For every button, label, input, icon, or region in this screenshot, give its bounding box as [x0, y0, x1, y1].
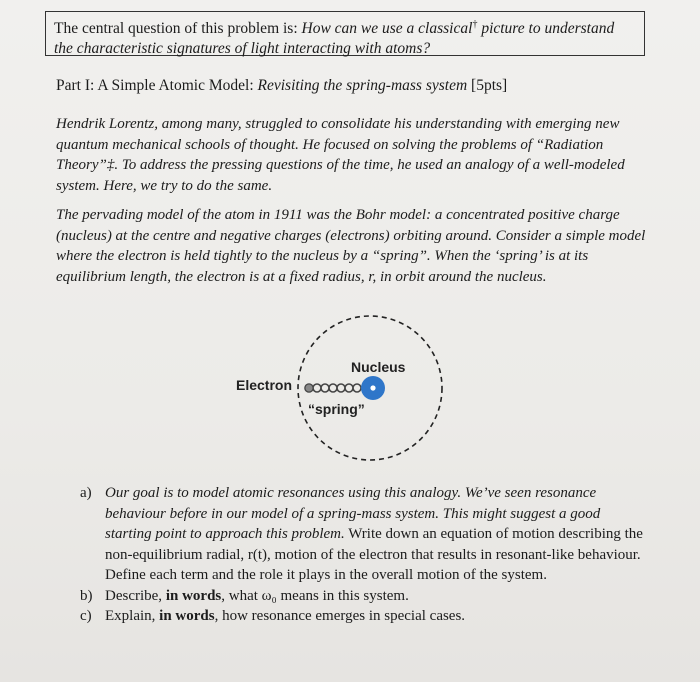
atom-diagram	[230, 310, 450, 480]
question-c-post: , how resonance emerges in special cases.	[214, 608, 466, 624]
part-points: [5pts]	[471, 77, 508, 94]
question-line1-end: picture to	[481, 20, 541, 38]
question-b-post: , what ω₀ means in this system.	[221, 587, 409, 604]
part-title-text: Part I: A Simple Atomic Model:	[56, 77, 254, 94]
question-list	[80, 483, 650, 627]
paragraph-bohr-model: The pervading model of the atom in 1911 was the Bohr model: a concentrated positive charge (nucleus) at the centre and negative charges (electrons) orbiting around. Consider a simple model where the electron is held tightly to the nucleus by a “spring”. When the ‘spring’ is at its equilibrium length, the electron is at a fixed radius, r, in orbit around the nucleus.	[56, 207, 646, 285]
dagger-mark: †	[472, 19, 478, 30]
question-b-label: b)	[80, 587, 93, 604]
question-a-intro: Our goal is to model atomic resonances using this analogy. We’ve seen resonance behaviour before in our model of a spring-mass system. This might suggest a good starting point to approach this problem.	[105, 485, 601, 542]
question-c-pre: Explain,	[105, 608, 156, 624]
question-lead: The central question of this problem is:	[54, 20, 298, 38]
question-c-bold: in words	[159, 608, 215, 624]
question-c	[80, 606, 650, 627]
question-line1: How can we use a classical	[301, 20, 473, 38]
part-title	[56, 77, 507, 95]
paragraph-lorentz: Hendrik Lorentz, among many, struggled to consolidate his understanding with emerging new quantum mechanical schools of thought. He focused on solving the problems of “Radiation Theory”‡. To address the pressing questions of the time, he used an analogy of a well-modeled system. Here, we try to do the same.	[56, 116, 625, 194]
question-a-label: a)	[80, 485, 92, 501]
question-b-bold: in words	[165, 587, 222, 604]
electron-label: Electron	[236, 377, 293, 393]
question-a	[80, 483, 650, 586]
question-a-task: Write down an equation of motion describing the non-equilibrium radial, r(t), motion of the electron that results in resonant-like behaviour. Define each term and the role it plays in the overall motion of the system.	[105, 526, 643, 583]
electron-dot	[305, 384, 313, 392]
question-c-label: c)	[80, 608, 92, 624]
central-question-box	[45, 11, 645, 56]
nucleus-label: Nucleus	[351, 359, 406, 375]
spring-label: “spring”	[308, 401, 365, 417]
question-line2: understand the characteristic signatures of light interacting with atoms?	[54, 20, 615, 58]
question-b-pre: Describe,	[105, 587, 163, 604]
question-b	[80, 586, 650, 607]
nucleus-center	[370, 385, 375, 390]
part-subtitle: Revisiting the spring-mass system	[257, 77, 468, 94]
